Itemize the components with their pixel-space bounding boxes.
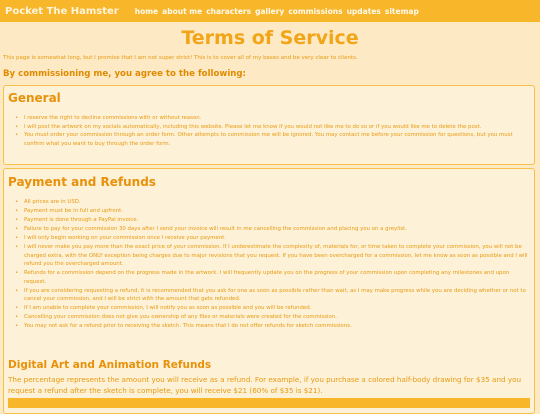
general-list xyxy=(15,114,528,148)
list-item: • Refunds for a commission depend on the progress made in the artwork. I will frequently update you on the progress of your commission upon completing any milestones and upon request. xyxy=(15,269,528,286)
agreement-subheading: By commissioning me, you agree to the following: xyxy=(3,69,246,79)
list-item: • All prices are in USD. xyxy=(15,198,528,207)
nav-link-sitemap[interactable]: sitemap xyxy=(384,6,419,16)
table-header-cell xyxy=(139,398,270,408)
general-heading: General xyxy=(8,91,61,105)
general-section xyxy=(3,85,535,165)
nav-link-commissions[interactable]: commissions xyxy=(288,6,343,16)
intro-text: This page is somewhat long, but I promise that I am not super strict! This is to cover all of my bases and be very clear to clients. xyxy=(3,55,358,61)
table-header-cell xyxy=(8,398,139,408)
nav-link-characters[interactable]: characters xyxy=(206,6,252,16)
nav-link-home[interactable]: home xyxy=(134,6,159,16)
list-item: • If I am unable to complete your commission, I will notify you as soon as possible and you will be refunded. xyxy=(15,304,528,313)
list-item: • Failure to pay for your commission 30 days after I send your invoice will result in me cancelling the commission and placing you on a greylist. xyxy=(15,225,528,234)
top-navbar xyxy=(0,0,540,22)
page-title: Terms of Service xyxy=(181,27,359,49)
list-item: • I will never make you pay more than the exact price of your commission. If I underestimate the complexity of, materials for, or time taken to complete your commission, you will not be charged extra, with the ONLY exception being charges due to major revisions that you request. If you have been overcharged for a commission, let me know as soon as possible and I will refund you the overcharged amount. xyxy=(15,243,528,269)
list-item: • I will post the artwork on my socials automatically, including this website. Please let me know if you would not like me to do so or if you would like me to delete the post. xyxy=(15,123,528,132)
site-title[interactable]: Pocket The Hamster xyxy=(5,5,119,17)
table-header-cell xyxy=(269,398,400,408)
payment-section xyxy=(3,168,535,414)
list-item: • You must order your commission through an order form. Other attempts to commission me will be ignored. You may contact me before your commission for questions, but you must confirm what you want to buy through the order form. xyxy=(15,131,528,148)
list-item: • If you are considering requesting a refund, it is recommended that you ask for one as soon as possible rather than wait, as I may make progress while you are deciding whether or not to cancel your commission, and I will be strict with the amount that gets refunded. xyxy=(15,287,528,304)
nav-link-gallery[interactable]: gallery xyxy=(255,6,285,16)
list-item: • You may not ask for a refund prior to receiving the sketch. This means that I do not offer refunds for sketch commissions. xyxy=(15,322,528,331)
payment-list xyxy=(15,198,528,331)
list-item: • Payment is done through a PayPal invoice. xyxy=(15,216,528,225)
payment-heading: Payment and Refunds xyxy=(8,175,156,189)
refund-table-header xyxy=(8,398,530,408)
list-item: • I reserve the right to decline commissions with or without reason. xyxy=(15,114,528,123)
digital-refunds-text: The percentage represents the amount you will receive as a refund. For example, if you purchase a colored half-body drawing for $35 and you request a refund after the sketch is complete, you will receive $21 (60% of $35 is $21). xyxy=(8,375,522,395)
nav-links xyxy=(135,7,423,16)
digital-refunds-heading: Digital Art and Animation Refunds xyxy=(8,359,212,371)
table-header-cell xyxy=(400,398,531,408)
list-item: • Cancelling your commission does not give you ownership of any files or materials were created for the commission. xyxy=(15,313,528,322)
nav-link-updates[interactable]: updates xyxy=(346,6,381,16)
nav-link-about-me[interactable]: about me xyxy=(162,6,203,16)
list-item: • Payment must be in full and upfront. xyxy=(15,207,528,216)
list-item: • I will only begin working on your commission once I receive your payment. xyxy=(15,234,528,243)
